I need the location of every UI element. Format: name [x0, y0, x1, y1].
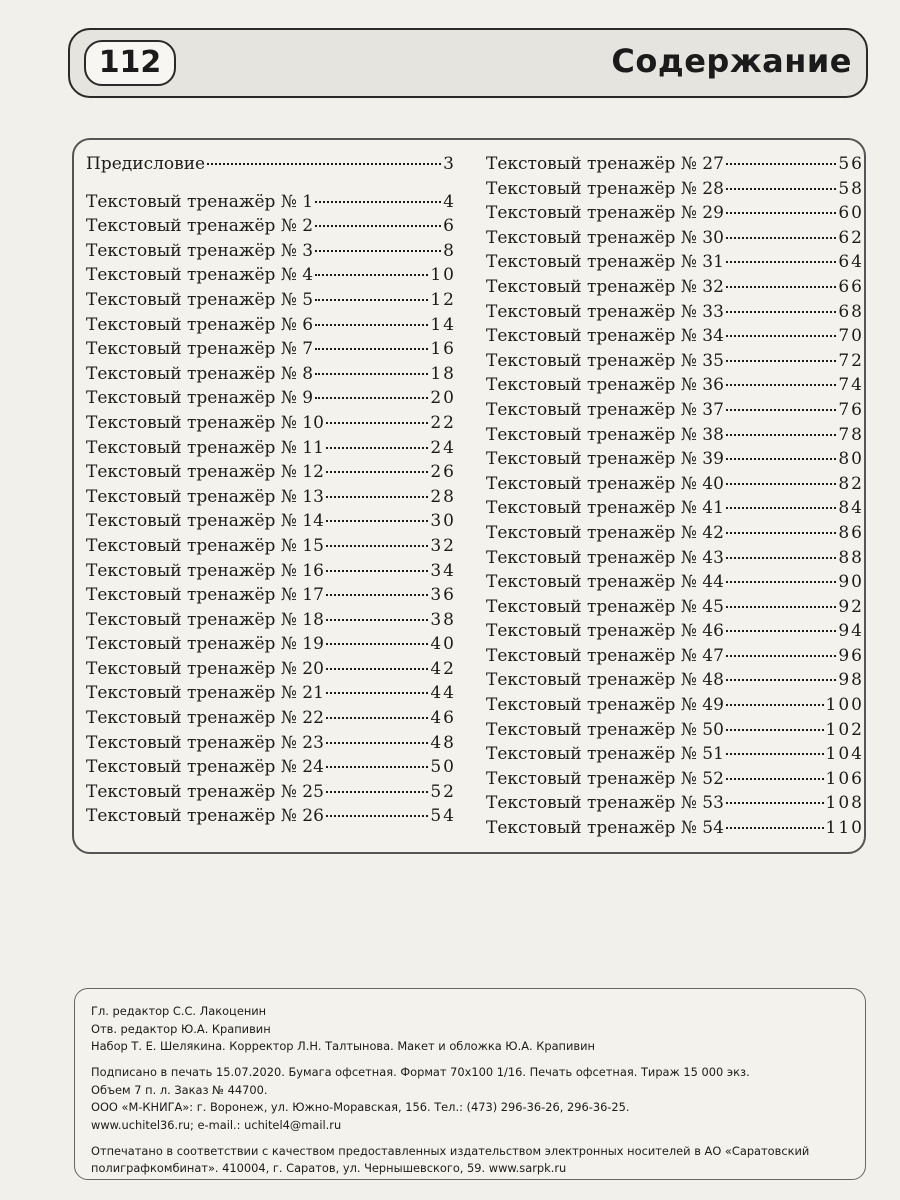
- toc-entry-label: Текстовый тренажёр № 6: [86, 314, 314, 335]
- toc-entry: [86, 511, 456, 536]
- toc-entry-page: 24: [430, 437, 456, 458]
- toc-entry-page: 56: [838, 154, 864, 174]
- toc-entry-page: 60: [838, 203, 864, 224]
- toc-entry-page: 74: [838, 375, 864, 396]
- toc-entry-label: Текстовый тренажёр № 10: [86, 412, 324, 433]
- toc-leader-dots: [726, 532, 836, 534]
- page-title: Содержание: [611, 42, 852, 80]
- toc-leader-dots: [726, 827, 824, 829]
- toc-entry-label: Текстовый тренажёр № 5: [86, 289, 314, 310]
- toc-entry: [86, 265, 456, 290]
- toc-leader-dots: [726, 778, 824, 780]
- toc-entry-page: 80: [838, 449, 864, 470]
- toc-entry: [486, 548, 864, 573]
- toc-entry: [86, 438, 456, 463]
- printer-info-line2: полиграфкомбинат». 410004, г. Саратов, ул. Чернышевского, 59. www.sarpk.ru: [91, 1161, 567, 1176]
- toc-entry-label: Текстовый тренажёр № 2: [86, 216, 314, 237]
- toc-entry-page: 36: [430, 585, 456, 606]
- toc-entry: [86, 708, 456, 733]
- toc-leader-dots: [726, 261, 836, 263]
- toc-leader-dots: [326, 545, 428, 547]
- toc-entry-label: Текстовый тренажёр № 11: [86, 437, 324, 458]
- toc-leader-dots: [326, 766, 428, 768]
- toc-entry: [486, 597, 864, 622]
- toc-entry: [486, 277, 864, 302]
- toc-entry-label: Текстовый тренажёр № 31: [486, 252, 724, 273]
- toc-entry-label: Текстовый тренажёр № 21: [86, 683, 324, 704]
- toc-entry-label: Текстовый тренажёр № 19: [86, 634, 324, 655]
- toc-entry-page: 22: [430, 412, 456, 433]
- toc-entry: [486, 498, 864, 523]
- toc-entry: [86, 683, 456, 708]
- toc-entry: [86, 192, 456, 217]
- toc-entry-page: 44: [430, 683, 456, 704]
- toc-entry-page: 90: [838, 572, 864, 593]
- print-info: Подписано в печать 15.07.2020. Бумага офсетная. Формат 70х100 1/16. Печать офсетная. Тираж 15 000 экз.: [91, 1065, 750, 1080]
- toc-entry: [86, 388, 456, 413]
- toc-leader-dots: [326, 447, 428, 449]
- toc-entry: [86, 561, 456, 586]
- toc-entry: [486, 523, 864, 548]
- toc-entry-page: 18: [430, 363, 456, 384]
- toc-entry: [86, 315, 456, 340]
- toc-entry: [86, 364, 456, 389]
- toc-entry-page: 10: [430, 265, 456, 286]
- toc-entry-label: Текстовый тренажёр № 9: [86, 388, 314, 409]
- toc-entry: [86, 757, 456, 782]
- toc-entry: [486, 572, 864, 597]
- responsible-editor: Отв. редактор Ю.А. Крапивин: [91, 1021, 271, 1036]
- toc-entry-page: 14: [430, 314, 456, 335]
- toc-entry: [86, 634, 456, 659]
- toc-entry-label: Текстовый тренажёр № 37: [486, 399, 724, 420]
- toc-entry-page: 78: [838, 424, 864, 445]
- toc-leader-dots: [726, 335, 836, 337]
- toc-leader-dots: [326, 815, 428, 817]
- toc-entry-page: 76: [838, 399, 864, 420]
- toc-entry-label: Текстовый тренажёр № 46: [486, 621, 724, 642]
- toc-leader-dots: [326, 496, 428, 498]
- toc-entry-label: Текстовый тренажёр № 35: [486, 350, 724, 371]
- toc-entry-label: Текстовый тренажёр № 51: [486, 744, 724, 765]
- toc-leader-dots: [726, 434, 836, 436]
- toc-entry: [486, 720, 864, 745]
- toc-entry-page: 3: [443, 154, 456, 174]
- toc-leader-dots: [726, 311, 836, 313]
- toc-entry: [486, 203, 864, 228]
- toc-entry-page: 100: [825, 695, 864, 716]
- toc-entry-label: Текстовый тренажёр № 14: [86, 511, 324, 532]
- toc-entry: [86, 413, 456, 438]
- imprint: [74, 988, 866, 1180]
- toc-entry: [486, 154, 864, 179]
- toc-entry-label: Текстовый тренажёр № 50: [486, 719, 724, 740]
- toc-entry-label: Текстовый тренажёр № 38: [486, 424, 724, 445]
- toc-entry-page: 96: [838, 645, 864, 666]
- toc-entry-page: 108: [825, 793, 864, 814]
- toc-leader-dots: [726, 409, 836, 411]
- toc-leader-dots: [315, 299, 428, 301]
- toc-column-right: [486, 154, 864, 843]
- toc-entry-page: 62: [838, 227, 864, 248]
- staff-credits: Набор Т. Е. Шелякина. Корректор Л.Н. Талтынова. Макет и обложка Ю.А. Крапивин: [91, 1039, 595, 1054]
- toc-leader-dots: [315, 373, 428, 375]
- toc-entry-page: 66: [838, 276, 864, 297]
- toc-entry-page: 94: [838, 621, 864, 642]
- toc-entry: [86, 241, 456, 266]
- printer-info-line1: Отпечатано в соответствии с качеством предоставленных издательством электронных носителей в АО «Саратовский: [91, 1143, 810, 1158]
- toc-entry-label: Текстовый тренажёр № 34: [486, 326, 724, 347]
- toc-leader-dots: [326, 717, 428, 719]
- toc-entry-label: Текстовый тренажёр № 17: [86, 585, 324, 606]
- toc-entry-label: Текстовый тренажёр № 42: [486, 522, 724, 543]
- toc-entry-page: 84: [838, 498, 864, 519]
- toc-leader-dots: [726, 655, 836, 657]
- toc-leader-dots: [726, 507, 836, 509]
- toc-entry-label: Текстовый тренажёр № 12: [86, 462, 324, 483]
- toc-entry: [486, 769, 864, 794]
- volume-info: Объем 7 п. л. Заказ № 44700.: [91, 1082, 268, 1097]
- toc-entry-label: Текстовый тренажёр № 25: [86, 781, 324, 802]
- toc-entry: [86, 536, 456, 561]
- toc-entry-page: 16: [430, 339, 456, 360]
- toc-leader-dots: [326, 422, 428, 424]
- toc-leader-dots: [326, 643, 428, 645]
- toc-entry-page: 20: [430, 388, 456, 409]
- toc-entry-label: Текстовый тренажёр № 36: [486, 375, 724, 396]
- page-number: 112: [84, 40, 176, 86]
- toc-entry: [86, 154, 456, 179]
- toc-entry: [486, 425, 864, 450]
- toc-entry: [486, 400, 864, 425]
- toc-entry-page: 104: [825, 744, 864, 765]
- toc-entry-label: Текстовый тренажёр № 33: [486, 301, 724, 322]
- toc-entry-page: 38: [430, 609, 456, 630]
- toc-leader-dots: [326, 471, 428, 473]
- toc-entry: [486, 449, 864, 474]
- toc-leader-dots: [726, 286, 836, 288]
- toc-entry-label: Текстовый тренажёр № 24: [86, 757, 324, 778]
- toc-entry-page: 72: [838, 350, 864, 371]
- toc-entry-label: Текстовый тренажёр № 4: [86, 265, 314, 286]
- toc-entry: [486, 252, 864, 277]
- toc-entry-page: 68: [838, 301, 864, 322]
- toc-entry-label: Текстовый тренажёр № 26: [86, 806, 324, 827]
- toc-entry-label: Текстовый тренажёр № 18: [86, 609, 324, 630]
- toc-entry-label: Текстовый тренажёр № 32: [486, 276, 724, 297]
- toc-leader-dots: [726, 630, 836, 632]
- toc-entry-page: 58: [838, 178, 864, 199]
- contacts: www.uchitel36.ru; e-mail.: uchitel4@mail.ru: [91, 1118, 342, 1133]
- toc-entry-page: 70: [838, 326, 864, 347]
- toc-entry: [486, 793, 864, 818]
- toc-entry-label: Текстовый тренажёр № 13: [86, 486, 324, 507]
- toc-entry-label: Текстовый тренажёр № 39: [486, 449, 724, 470]
- toc-entry: [486, 375, 864, 400]
- toc-entry-label: Текстовый тренажёр № 44: [486, 572, 724, 593]
- toc-leader-dots: [315, 250, 441, 252]
- toc-leader-dots: [726, 753, 824, 755]
- toc-entry: [486, 670, 864, 695]
- toc-entry-page: 52: [430, 781, 456, 802]
- toc-entry: [486, 179, 864, 204]
- toc-entry-label: Текстовый тренажёр № 29: [486, 203, 724, 224]
- toc-leader-dots: [726, 704, 824, 706]
- toc-entry-page: 106: [825, 768, 864, 789]
- toc-entry-page: 32: [430, 535, 456, 556]
- toc-entry-page: 40: [430, 634, 456, 655]
- toc-leader-dots: [726, 212, 836, 214]
- toc-entry-page: 92: [838, 596, 864, 617]
- toc-leader-dots: [726, 606, 836, 608]
- toc-leader-dots: [326, 692, 428, 694]
- toc-leader-dots: [326, 668, 428, 670]
- toc-entry-page: 64: [838, 252, 864, 273]
- toc-entry-label: Текстовый тренажёр № 23: [86, 732, 324, 753]
- toc-entry-label: Текстовый тренажёр № 16: [86, 560, 324, 581]
- toc-entry-label: Текстовый тренажёр № 53: [486, 793, 724, 814]
- toc-entry-page: 12: [430, 289, 456, 310]
- toc-entry: [486, 621, 864, 646]
- toc-entry-label: Текстовый тренажёр № 28: [486, 178, 724, 199]
- toc-entry-page: 42: [430, 658, 456, 679]
- toc-leader-dots: [726, 557, 836, 559]
- toc-leader-dots: [726, 729, 824, 731]
- toc-leader-dots: [315, 348, 428, 350]
- toc-leader-dots: [315, 225, 441, 227]
- toc-entry: [486, 474, 864, 499]
- toc-entry: [86, 216, 456, 241]
- toc-entry-label: Текстовый тренажёр № 48: [486, 670, 724, 691]
- toc-entry-label: Текстовый тренажёр № 43: [486, 547, 724, 568]
- toc-entry-label: Текстовый тренажёр № 49: [486, 695, 724, 716]
- toc-leader-dots: [726, 384, 836, 386]
- toc-leader-dots: [315, 274, 428, 276]
- toc-leader-dots: [326, 594, 428, 596]
- toc-leader-dots: [726, 802, 824, 804]
- toc-entry-page: 30: [430, 511, 456, 532]
- toc-entry-page: 82: [838, 473, 864, 494]
- toc-leader-dots: [726, 360, 836, 362]
- toc-entry-page: 48: [430, 732, 456, 753]
- toc-leader-dots: [315, 324, 428, 326]
- toc-entry: [486, 744, 864, 769]
- toc-entry-page: 102: [825, 719, 864, 740]
- toc-leader-dots: [726, 237, 836, 239]
- toc-entry: [486, 695, 864, 720]
- toc-entry-label: Текстовый тренажёр № 7: [86, 339, 314, 360]
- toc-entry: [86, 610, 456, 635]
- toc-entry: [486, 646, 864, 671]
- toc-entry-label: Текстовый тренажёр № 30: [486, 227, 724, 248]
- toc-entry-label: Текстовый тренажёр № 15: [86, 535, 324, 556]
- toc-entry-page: 110: [825, 818, 864, 839]
- toc-entry: [86, 659, 456, 684]
- toc-leader-dots: [326, 619, 428, 621]
- toc-entry-page: 26: [430, 462, 456, 483]
- toc-entry-page: 4: [443, 191, 456, 212]
- toc-leader-dots: [326, 791, 428, 793]
- toc-column-left: [86, 154, 456, 831]
- toc-entry-label: Предисловие: [86, 154, 206, 174]
- toc-entry: [86, 782, 456, 807]
- toc-leader-dots: [207, 163, 441, 165]
- toc-entry: [86, 339, 456, 364]
- toc-entry-page: 88: [838, 547, 864, 568]
- publisher-info: ООО «М-КНИГА»: г. Воронеж, ул. Южно-Моравская, 156. Тел.: (473) 296-36-26, 296-36-25.: [91, 1100, 630, 1115]
- toc-entry-label: Текстовый тренажёр № 54: [486, 818, 724, 839]
- toc-entry-label: Текстовый тренажёр № 41: [486, 498, 724, 519]
- page-header: [68, 28, 868, 98]
- toc-entry: [486, 302, 864, 327]
- toc-entry-label: Текстовый тренажёр № 22: [86, 708, 324, 729]
- toc-leader-dots: [315, 397, 428, 399]
- toc-entry-label: Текстовый тренажёр № 40: [486, 473, 724, 494]
- toc-entry: [486, 818, 864, 843]
- toc-entry: [86, 462, 456, 487]
- toc-entry: [486, 351, 864, 376]
- toc-entry: [486, 326, 864, 351]
- toc-entry: [86, 806, 456, 831]
- toc-entry: [86, 733, 456, 758]
- toc-leader-dots: [315, 201, 441, 203]
- toc-leader-dots: [726, 483, 836, 485]
- toc-leader-dots: [726, 163, 836, 165]
- toc-entry: [486, 228, 864, 253]
- toc-leader-dots: [326, 570, 428, 572]
- toc-entry-page: 34: [430, 560, 456, 581]
- toc-leader-dots: [726, 581, 836, 583]
- toc-entry-label: Текстовый тренажёр № 1: [86, 191, 314, 212]
- toc-entry-label: Текстовый тренажёр № 3: [86, 240, 314, 261]
- toc-entry-label: Текстовый тренажёр № 47: [486, 645, 724, 666]
- toc-leader-dots: [326, 520, 428, 522]
- toc-entry-page: 8: [443, 240, 456, 261]
- toc-entry-page: 46: [430, 708, 456, 729]
- toc-entry-label: Текстовый тренажёр № 52: [486, 768, 724, 789]
- chief-editor: Гл. редактор С.С. Лакоценин: [91, 1004, 267, 1018]
- toc-leader-dots: [726, 679, 836, 681]
- toc-entry: [86, 290, 456, 315]
- toc-entry-page: 6: [443, 216, 456, 237]
- toc-entry-page: 54: [430, 806, 456, 827]
- toc-entry: [86, 487, 456, 512]
- toc-entry-label: Текстовый тренажёр № 27: [486, 154, 724, 174]
- toc-entry-page: 50: [430, 757, 456, 778]
- toc-entry-label: Текстовый тренажёр № 45: [486, 596, 724, 617]
- toc-entry-label: Текстовый тренажёр № 8: [86, 363, 314, 384]
- toc-entry-label: Текстовый тренажёр № 20: [86, 658, 324, 679]
- toc-entry-page: 28: [430, 486, 456, 507]
- toc-leader-dots: [726, 188, 836, 190]
- table-of-contents: [72, 138, 866, 854]
- toc-entry-page: 86: [838, 522, 864, 543]
- toc-leader-dots: [326, 742, 428, 744]
- toc-leader-dots: [726, 458, 836, 460]
- toc-entry: [86, 585, 456, 610]
- toc-entry-page: 98: [838, 670, 864, 691]
